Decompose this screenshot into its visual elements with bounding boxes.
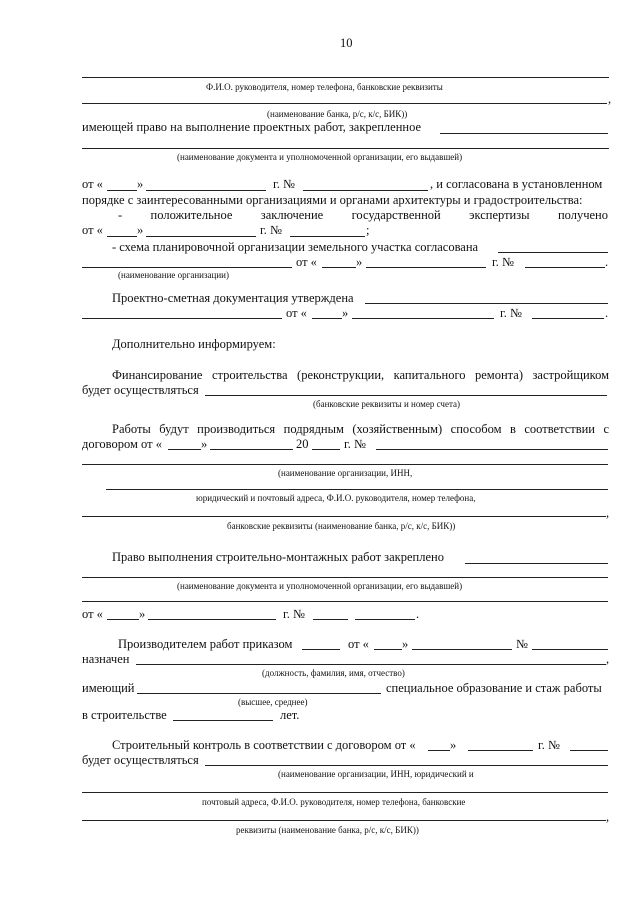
quote-close: » bbox=[342, 306, 349, 320]
text-from: от « bbox=[286, 306, 307, 320]
fill-line[interactable] bbox=[148, 619, 276, 620]
caption-bank: банковские реквизиты (наименование банка, р/с, к/с, БИК)) bbox=[227, 521, 456, 531]
text-order: порядке с заинтересованными организациями и органами архитектуры и градостроительства: bbox=[82, 193, 583, 207]
fill-line[interactable] bbox=[136, 664, 606, 665]
text-g-no: г. № bbox=[500, 306, 522, 320]
text-g-no: г. № bbox=[492, 255, 514, 269]
fill-line[interactable] bbox=[465, 563, 608, 564]
text-positive-conclusion: - положительное заключение государственной экспертизы получено bbox=[118, 208, 608, 222]
caption-fio: Ф.И.О. руководителя, номер телефона, банковские реквизиты bbox=[206, 82, 443, 92]
fill-line[interactable] bbox=[570, 750, 608, 751]
text-special-education: специальное образование и стаж работы bbox=[386, 681, 602, 695]
period: . bbox=[416, 607, 420, 621]
text-right-smr: Право выполнения строительно-монтажных работ закреплено bbox=[112, 550, 444, 564]
fill-line[interactable] bbox=[290, 236, 365, 237]
fill-line[interactable] bbox=[82, 267, 292, 268]
text-appointed: назначен bbox=[82, 652, 130, 666]
text-g-no: г. № bbox=[273, 177, 295, 191]
comma: , bbox=[606, 652, 610, 666]
caption-document: (наименование документа и уполномоченной организации, его выдавшей) bbox=[177, 152, 463, 162]
fill-line[interactable] bbox=[366, 267, 486, 268]
caption-org-inn: (наименование организации, ИНН, юридический и bbox=[278, 769, 474, 779]
text-year-20: 20 bbox=[296, 437, 309, 451]
text-construction-control: Строительный контроль в соответствии с договором от « bbox=[112, 738, 416, 752]
fill-line[interactable] bbox=[82, 577, 608, 578]
period: . bbox=[605, 255, 609, 269]
text-from: от « bbox=[348, 637, 369, 651]
caption-address: юридический и почтовый адреса, Ф.И.О. руководителя, номер телефона, bbox=[196, 493, 476, 503]
fill-line[interactable] bbox=[106, 489, 608, 490]
fill-line[interactable] bbox=[82, 516, 606, 517]
comma: , bbox=[606, 506, 610, 520]
fill-line[interactable] bbox=[146, 190, 266, 191]
text-from: от « bbox=[82, 177, 103, 191]
text-will-be: будет осуществляться bbox=[82, 753, 199, 767]
text-from: от « bbox=[82, 607, 103, 621]
text-having: имеющий bbox=[82, 681, 135, 695]
text-g-no: г. № bbox=[344, 437, 366, 451]
fill-line[interactable] bbox=[498, 252, 608, 253]
quote-close: » bbox=[402, 637, 409, 651]
fill-line[interactable] bbox=[468, 750, 533, 751]
comma: , bbox=[608, 92, 612, 106]
period: . bbox=[605, 306, 609, 320]
semicolon: ; bbox=[366, 223, 370, 237]
text-g-no: г. № bbox=[283, 607, 305, 621]
fill-line[interactable] bbox=[107, 619, 139, 620]
page-number: 10 bbox=[340, 36, 353, 50]
fill-line[interactable] bbox=[322, 267, 356, 268]
fill-line[interactable] bbox=[82, 820, 606, 821]
fill-line[interactable] bbox=[82, 148, 609, 149]
caption-org-inn: (наименование организации, ИНН, bbox=[278, 468, 413, 478]
quote-close: » bbox=[450, 738, 457, 752]
caption-position: (должность, фамилия, имя, отчество) bbox=[262, 668, 405, 678]
quote-close: » bbox=[201, 437, 208, 451]
text-in-construction: в строительстве bbox=[82, 708, 167, 722]
text-additional-info: Дополнительно информируем: bbox=[112, 337, 276, 351]
fill-line[interactable] bbox=[137, 693, 381, 694]
fill-line[interactable] bbox=[303, 190, 428, 191]
fill-line[interactable] bbox=[82, 103, 607, 104]
fill-line[interactable] bbox=[82, 318, 282, 319]
fill-line[interactable] bbox=[82, 464, 608, 465]
fill-line[interactable] bbox=[376, 449, 608, 450]
text-producer: Производителем работ приказом bbox=[118, 637, 293, 651]
fill-line[interactable] bbox=[440, 133, 608, 134]
fill-line[interactable] bbox=[532, 649, 608, 650]
fill-line[interactable] bbox=[168, 449, 201, 450]
fill-line[interactable] bbox=[82, 792, 608, 793]
text-from: от « bbox=[82, 223, 103, 237]
fill-line[interactable] bbox=[365, 303, 608, 304]
quote-close: » bbox=[139, 607, 146, 621]
text-works: Работы будут производиться подрядным (хозяйственным) способом в соответствии с bbox=[112, 422, 609, 436]
fill-line[interactable] bbox=[205, 395, 607, 396]
quote-close: » bbox=[356, 255, 363, 269]
text-scheme: - схема планировочной организации земельного участка согласована bbox=[112, 240, 479, 254]
fill-line[interactable] bbox=[532, 318, 604, 319]
caption-organization: (наименование организации) bbox=[118, 270, 229, 280]
text-financing: Финансирование строительства (реконструкции, капитального ремонта) застройщиком bbox=[112, 368, 609, 382]
text-psd-approved: Проектно-сметная документация утверждена bbox=[112, 291, 354, 305]
text-years: лет. bbox=[280, 708, 300, 722]
fill-line[interactable] bbox=[374, 649, 402, 650]
fill-line[interactable] bbox=[146, 236, 256, 237]
fill-line[interactable] bbox=[205, 765, 608, 766]
fill-line[interactable] bbox=[312, 449, 340, 450]
fill-line[interactable] bbox=[313, 619, 348, 620]
fill-line[interactable] bbox=[352, 318, 494, 319]
fill-line[interactable] bbox=[173, 720, 273, 721]
text-agreed: , и согласована в установленном bbox=[430, 177, 603, 191]
caption-education: (высшее, среднее) bbox=[238, 697, 308, 707]
fill-line[interactable] bbox=[525, 267, 605, 268]
text-g-no: г. № bbox=[538, 738, 560, 752]
quote-close: » bbox=[137, 177, 144, 191]
fill-line[interactable] bbox=[82, 77, 609, 78]
caption-bank-account: (банковские реквизиты и номер счета) bbox=[313, 399, 460, 409]
fill-line[interactable] bbox=[428, 750, 450, 751]
text-right-design: имеющей право на выполнение проектных работ, закрепленное bbox=[82, 120, 422, 134]
fill-line[interactable] bbox=[302, 649, 340, 650]
text-will-be: будет осуществляться bbox=[82, 383, 199, 397]
fill-line[interactable] bbox=[107, 190, 137, 191]
text-no: № bbox=[516, 637, 528, 651]
caption-postal: почтовый адреса, Ф.И.О. руководителя, номер телефона, банковские bbox=[202, 797, 466, 807]
quote-close: » bbox=[137, 223, 144, 237]
text-from: от « bbox=[296, 255, 317, 269]
fill-line[interactable] bbox=[355, 619, 415, 620]
fill-line[interactable] bbox=[312, 318, 342, 319]
fill-line[interactable] bbox=[412, 649, 512, 650]
comma: , bbox=[606, 810, 610, 824]
text-g-no: г. № bbox=[260, 223, 282, 237]
fill-line[interactable] bbox=[210, 449, 293, 450]
text-contract-from: договором от « bbox=[82, 437, 162, 451]
caption-bank: (наименование банка, р/с, к/с, БИК)) bbox=[267, 109, 408, 119]
fill-line[interactable] bbox=[107, 236, 137, 237]
fill-line[interactable] bbox=[82, 601, 608, 602]
caption-bank: реквизиты (наименование банка, р/с, к/с, БИК)) bbox=[236, 825, 419, 835]
caption-document: (наименование документа и уполномоченной организации, его выдавшей) bbox=[177, 581, 463, 591]
